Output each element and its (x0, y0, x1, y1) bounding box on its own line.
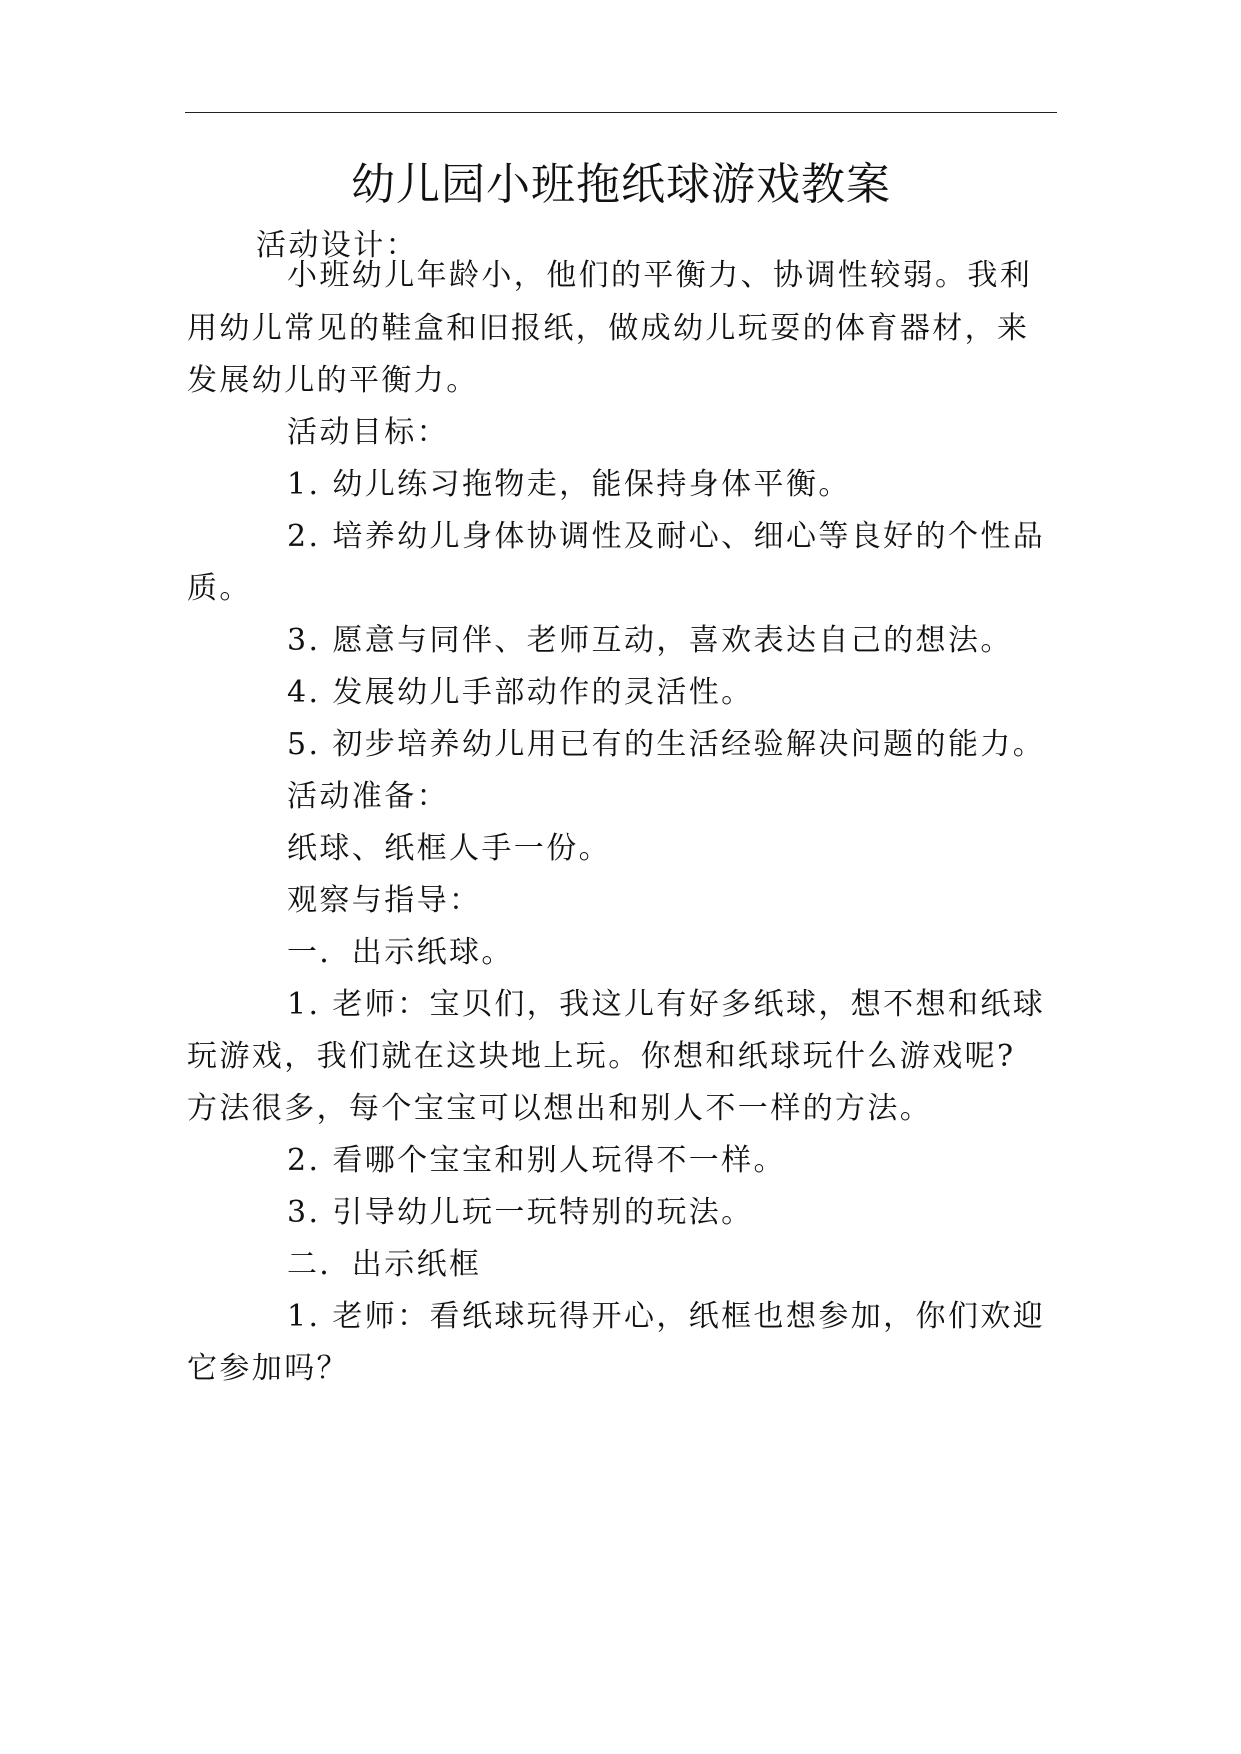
list-item: 3. 引导幼儿玩一玩特别的玩法。 (287, 1195, 754, 1230)
list-item: 1. 幼儿练习拖物走，能保持身体平衡。 (287, 467, 851, 502)
paragraph-line: 纸球、纸框人手一份。 (287, 831, 611, 866)
step-heading: 一．出示纸球。 (287, 935, 514, 970)
paragraph-line: 发展幼儿的平衡力。 (187, 363, 479, 398)
paragraph-line: 小班幼儿年龄小，他们的平衡力、协调性较弱。我利 (287, 258, 1033, 293)
paragraph-line: 质。 (187, 571, 252, 606)
list-item: 1. 老师：宝贝们，我这儿有好多纸球，想不想和纸球 (287, 987, 1046, 1022)
paragraph-line: 它参加吗？ (187, 1351, 349, 1386)
paragraph-line: 用幼儿常见的鞋盒和旧报纸，做成幼儿玩耍的体育器材，来 (187, 311, 1030, 346)
paragraph-line: 方法很多，每个宝宝可以想出和别人不一样的方法。 (187, 1091, 933, 1126)
list-item: 4. 发展幼儿手部动作的灵活性。 (287, 675, 754, 710)
section-heading-preparation: 活动准备： (287, 779, 449, 814)
paragraph-line: 玩游戏，我们就在这块地上玩。你想和纸球玩什么游戏呢? (187, 1039, 1016, 1074)
section-heading-design: 活动设计： (256, 228, 418, 263)
page-title: 幼儿园小班拖纸球游戏教案 (351, 159, 891, 210)
header-rule (185, 112, 1057, 113)
list-item: 2. 培养幼儿身体协调性及耐心、细心等良好的个性品 (287, 519, 1046, 554)
step-heading: 二．出示纸框 (287, 1247, 482, 1282)
list-item: 3. 愿意与同伴、老师互动，喜欢表达自己的想法。 (287, 623, 1013, 658)
section-heading-guidance: 观察与指导： (287, 883, 482, 918)
list-item: 1. 老师：看纸球玩得开心，纸框也想参加，你们欢迎 (287, 1299, 1046, 1334)
list-item: 5. 初步培养幼儿用已有的生活经验解决问题的能力。 (287, 727, 1046, 762)
list-item: 2. 看哪个宝宝和别人玩得不一样。 (287, 1143, 786, 1178)
section-heading-goals: 活动目标： (287, 415, 449, 450)
